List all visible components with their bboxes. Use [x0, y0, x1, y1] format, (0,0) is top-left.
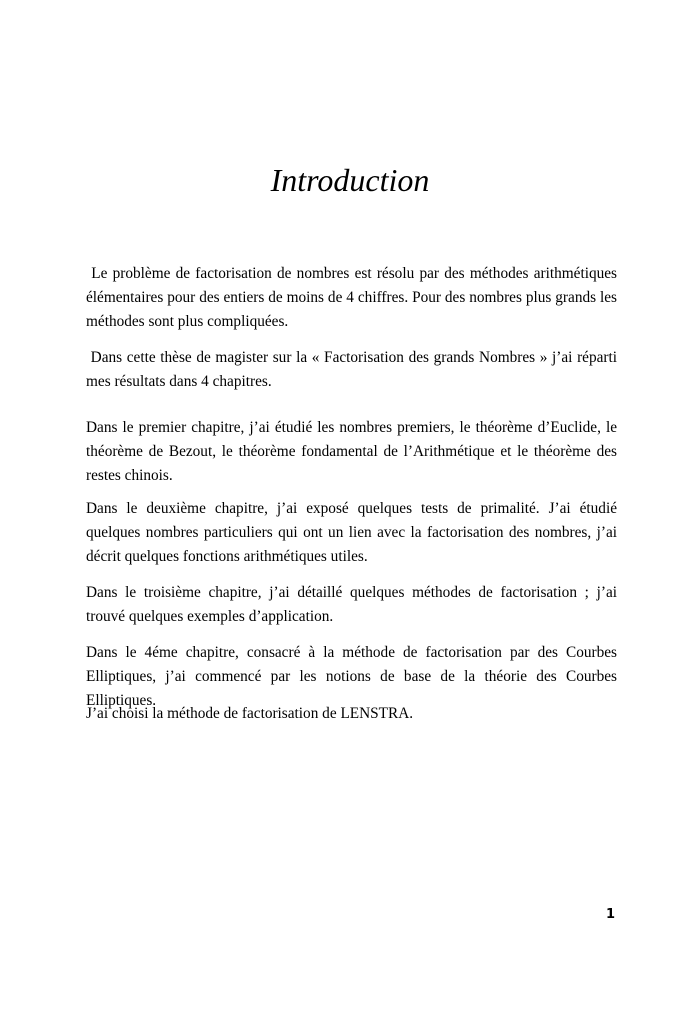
paragraph-7: J’ai choisi la méthode de factorisation de LENSTRA. [86, 705, 414, 722]
paragraph-3: Dans le premier chapitre, j’ai étudié les nombres premiers, le théorème d’Euclide, le théorème de Bezout, le théorème fondamental de l’Arithmétique et le théorème des restes chinois. [86, 419, 617, 484]
paragraph-4: Dans le deuxième chapitre, j’ai exposé quelques tests de primalité. J’ai étudié quelques nombres particuliers qui ont un lien avec la factorisation des nombres, j’ai décrit quelques fonctions arithmétiques utiles. [86, 500, 617, 565]
page-number: 1 [606, 907, 616, 922]
paragraph-6: Dans le 4éme chapitre, consacré à la méthode de factorisation par des Courbes Elliptiques, j’ai commencé par les notions de base de la théorie des Courbes Elliptiques. [86, 644, 617, 709]
page-title: Introduction [270, 162, 430, 198]
paragraph-2: Dans cette thèse de magister sur la « Factorisation des grands Nombres » j’ai réparti mes résultats dans 4 chapitres. [86, 349, 621, 390]
paragraph-5: Dans le troisième chapitre, j’ai détaillé quelques méthodes de factorisation ; j’ai trouvé quelques exemples d’application. [86, 584, 617, 625]
paragraph-1: Le problème de factorisation de nombres est résolu par des méthodes arithmétiques élémentaires pour des entiers de moins de 4 chiffres. Pour des nombres plus grands les méthodes sont plus compliquées. [86, 265, 621, 330]
